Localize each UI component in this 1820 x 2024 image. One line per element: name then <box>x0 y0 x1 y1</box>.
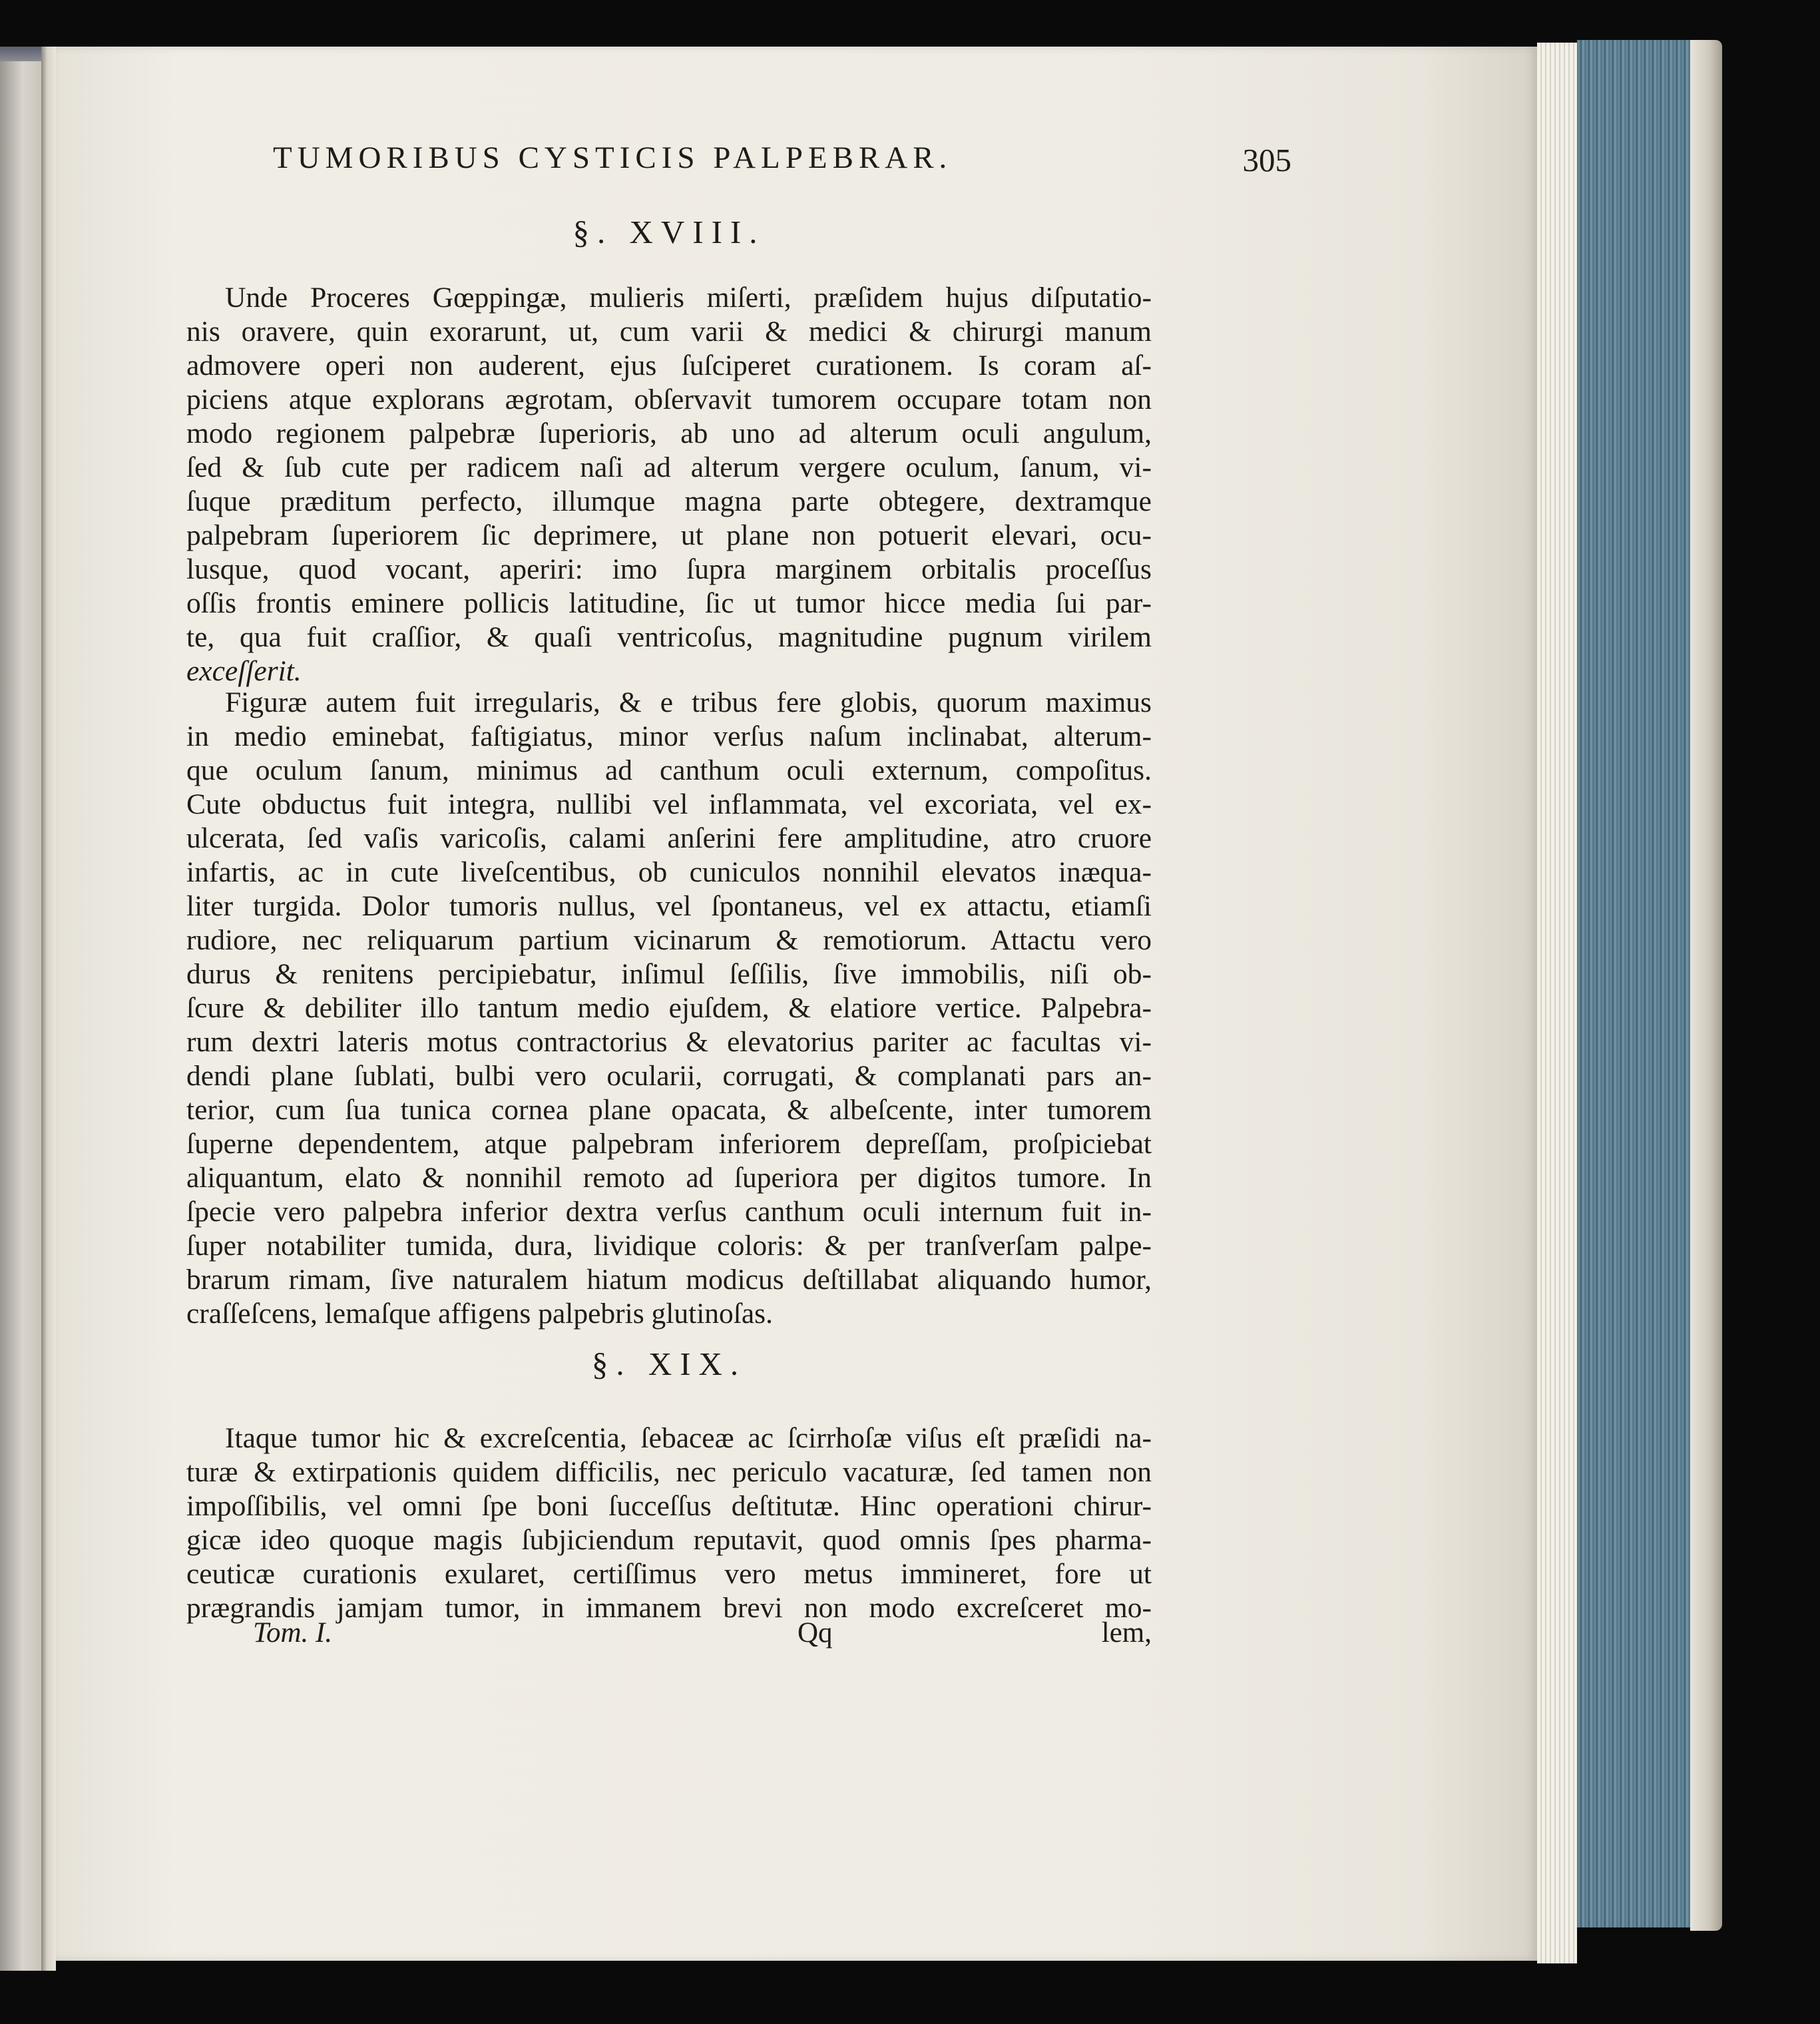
text-line: liter turgida. Dolor tumoris nullus, vel ſpontaneus, vel ex attactu, etiamſi <box>186 890 1152 922</box>
running-head <box>273 140 1291 186</box>
catchword: lem, <box>1101 1617 1152 1648</box>
paragraph-3 <box>186 1421 1152 1625</box>
page-footer <box>186 1617 1152 1656</box>
text-line: gicæ ideo quoque magis ſubjiciendum reputavit, quod omnis ſpes pharma- <box>186 1524 1152 1556</box>
text-line: infartis, ac in cute liveſcentibus, ob cuniculos nonnihil elevatos inæqua- <box>186 856 1152 888</box>
text-line: palpebram ſuperiorem ſic deprimere, ut plane non potuerit elevari, ocu- <box>186 519 1152 551</box>
text-line: craſſeſcens, lemaſque affigens palpebris glutinoſas. <box>186 1298 773 1330</box>
book-cover-edge <box>1690 40 1722 1931</box>
paragraph-2 <box>186 686 1152 1331</box>
text-line: aliquantum, elato & nonnihil remoto ad ſuperiora per digitos tumore. In <box>186 1162 1152 1194</box>
text-line: rum dextri lateris motus contractorius & elevatorius pariter ac facultas vi- <box>186 1026 1152 1058</box>
text-line: Cute obductus fuit integra, nullibi vel inflammata, vel excoriata, vel ex- <box>186 788 1152 820</box>
text-line: durus & renitens percipiebatur, inſimul ſeſſilis, ſive immobilis, niſi ob- <box>186 958 1152 990</box>
text-line: Itaque tumor hic & excreſcentia, ſebaceæ ac ſcirrhoſæ viſus eſt præſidi na- <box>225 1422 1152 1454</box>
section-heading-xviii: §. XVIII. <box>572 214 766 250</box>
section-heading-xix: §. XIX. <box>591 1346 747 1382</box>
text-line: impoſſibilis, vel omni ſpe boni ſucceſſus deſtitutæ. Hinc operationi chirur- <box>186 1490 1152 1522</box>
running-head-title: TUMORIBUS CYSTICIS PALPEBRAR. <box>273 140 953 175</box>
text-line: ulcerata, ſed vaſis varicoſis, calami anſerini fere amplitudine, atro cruore <box>186 822 1152 854</box>
text-line: in medio eminebat, faſtigiatus, minor verſus naſum inclinabat, alterum- <box>186 720 1152 752</box>
text-line: dendi plane ſublati, bulbi vero ocularii, corrugati, & complanati pars an- <box>186 1060 1152 1092</box>
paragraph-1 <box>186 281 1152 688</box>
text-line: ſuperne dependentem, atque palpebram inferiorem depreſſam, proſpiciebat <box>186 1128 1152 1160</box>
left-page-edge <box>0 47 43 1971</box>
text-line: turæ & extirpationis quidem difficilis, nec periculo vacaturæ, ſed tamen non <box>186 1456 1152 1488</box>
text-line: piciens atque explorans ægrotam, obſervavit tumorem occupare totam non <box>186 383 1152 415</box>
text-line: exceſſerit. <box>186 655 302 687</box>
text-line: rudiore, nec reliquarum partium vicinarum & remotiorum. Attactu vero <box>186 924 1152 956</box>
volume-label: Tom. I. <box>253 1617 333 1648</box>
text-line: ſcure & debiliter illo tantum medio ejuſdem, & elatiore vertice. Palpebra- <box>186 992 1152 1024</box>
text-line: Unde Proceres Gœppingæ, mulieris miſerti, præſidem hujus diſputatio- <box>225 282 1152 314</box>
text-line: ſpecie vero palpebra inferior dextra verſus canthum oculi internum fuit in- <box>186 1196 1152 1228</box>
text-line: ceuticæ curationis exularet, certiſſimus vero metus immineret, fore ut <box>186 1558 1152 1590</box>
text-line: ſuper notabiliter tumida, dura, lividique coloris: & per tranſverſam palpe- <box>186 1230 1152 1262</box>
page-number: 305 <box>1242 142 1291 178</box>
text-line: prægrandis jamjam tumor, in immanem brevi non modo excreſceret mo- <box>186 1592 1152 1624</box>
page-stack <box>1537 43 1577 1963</box>
text-line: ſuque præditum perfecto, illumque magna parte obtegere, dextramque <box>186 485 1152 517</box>
signature-mark: Qq <box>797 1617 833 1648</box>
text-line: lusque, quod vocant, aperiri: imo ſupra marginem orbitalis proceſſus <box>186 553 1152 585</box>
text-line: te, qua fuit craſſior, & quaſi ventricoſus, magnitudine pugnum virilem <box>186 621 1152 653</box>
text-line: admovere operi non auderent, ejus ſuſciperet curationem. Is coram aſ- <box>186 350 1152 381</box>
book-fore-edge <box>1577 40 1692 1927</box>
text-line: ſed & ſub cute per radicem naſi ad alterum vergere oculum, ſanum, vi- <box>186 451 1152 483</box>
book-gutter <box>41 47 56 1971</box>
text-line: Figuræ autem fuit irregularis, & e tribus fere globis, quorum maximus <box>225 686 1152 718</box>
text-line: que oculum ſanum, minimus ad canthum oculi externum, compoſitus. <box>186 754 1152 786</box>
text-line: terior, cum ſua tunica cornea plane opacata, & albeſcente, inter tumorem <box>186 1094 1152 1126</box>
text-line: oſſis frontis eminere pollicis latitudine, ſic ut tumor hicce media ſui par- <box>186 587 1152 619</box>
text-line: brarum rimam, ſive naturalem hiatum modicus deſtillabat aliquando humor, <box>186 1264 1152 1296</box>
text-line: modo regionem palpebræ ſuperioris, ab uno ad alterum oculi angulum, <box>186 417 1152 449</box>
text-line: nis oravere, quin exorarunt, ut, cum varii & medici & chirurgi manum <box>186 316 1152 348</box>
